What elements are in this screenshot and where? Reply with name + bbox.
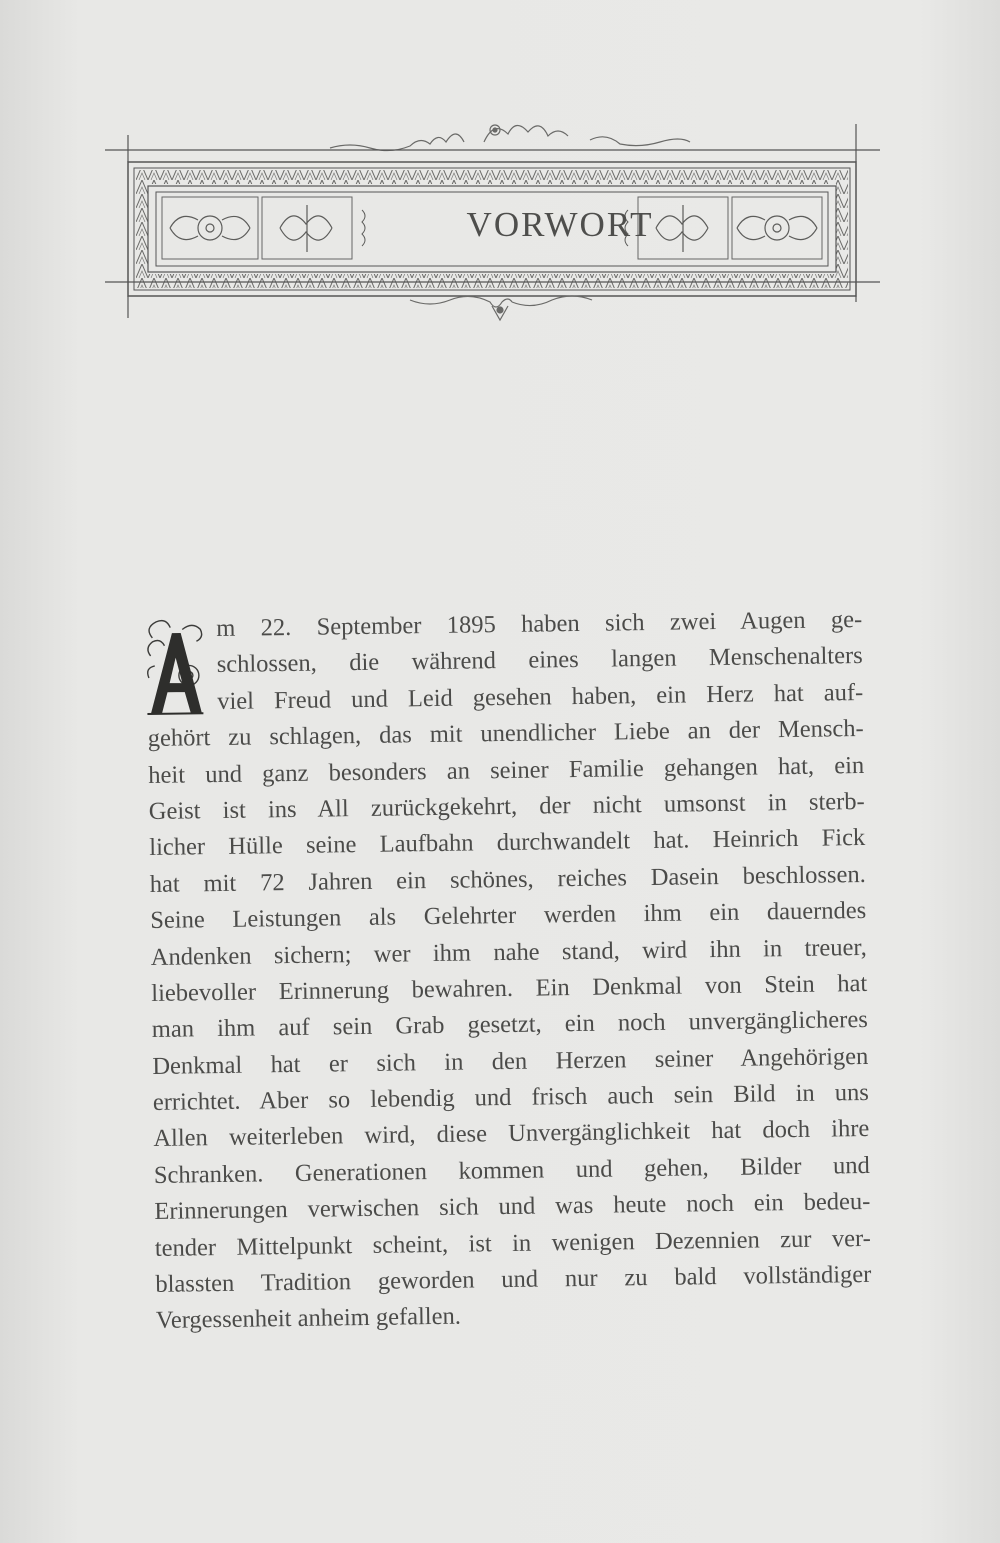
text-line: viel Freud und Leid gesehen haben, ein Herz hat auf- <box>217 678 864 715</box>
text-line: Schranken. Generationen kommen und gehen, Bilder und <box>153 1151 870 1189</box>
text-line: hat mit 72 Jahren ein schönes, reiches Dasein beschlossen. <box>149 860 866 898</box>
text-line: Allen weiterleben wird, diese Unvergänglichkeit hat doch ihre <box>153 1115 870 1153</box>
text-line: Vergessenheit anheim gefallen. <box>155 1303 462 1335</box>
text-line: Andenken sichern; wer ihm nahe stand, wird ihn in treuer, <box>150 933 867 971</box>
text-line: liebevoller Erinnerung bewahren. Ein Denkmal von Stein hat <box>151 969 868 1007</box>
text-line: Denkmal hat er sich in den Herzen seiner Angehörigen <box>152 1042 869 1080</box>
text-line: schlossen, die während eines langen Menschenalters <box>216 642 863 679</box>
text-line: heit und ganz besonders an seiner Familie gehangen hat, ein <box>148 751 865 789</box>
text-line: tender Mittelpunkt scheint, ist in wenigen Dezennien zur ver- <box>154 1224 872 1262</box>
text-line: gehört zu schlagen, das mit unendlicher Liebe an der Mensch- <box>147 715 864 753</box>
text-line: errichtet. Aber so lebendig und frisch auch sein Bild in uns <box>152 1079 869 1117</box>
text-line: m 22. September 1895 haben sich zwei Augen ge- <box>216 606 863 643</box>
text-line: Geist ist ins All zurückgekehrt, der nicht umsonst in sterb- <box>148 787 865 825</box>
text-line: Seine Leistungen als Gelehrter werden ihm ein dauerndes <box>150 897 867 935</box>
ornate-initial-a-icon <box>142 615 207 720</box>
text-line: Erinnerungen verwischen sich und was heute noch ein bedeu- <box>154 1188 871 1226</box>
text-line: licher Hülle seine Laufbahn durchwandelt hat. Heinrich Fick <box>149 824 866 862</box>
chapter-header <box>100 110 890 340</box>
foreword-text <box>146 602 872 1340</box>
text-line: man ihm auf sein Grab gesetzt, ein noch unvergänglicheres <box>151 1006 868 1044</box>
text-line: blassten Tradition geworden und nur zu bald vollständiger <box>155 1260 872 1298</box>
chapter-title: VORWORT <box>466 205 654 244</box>
